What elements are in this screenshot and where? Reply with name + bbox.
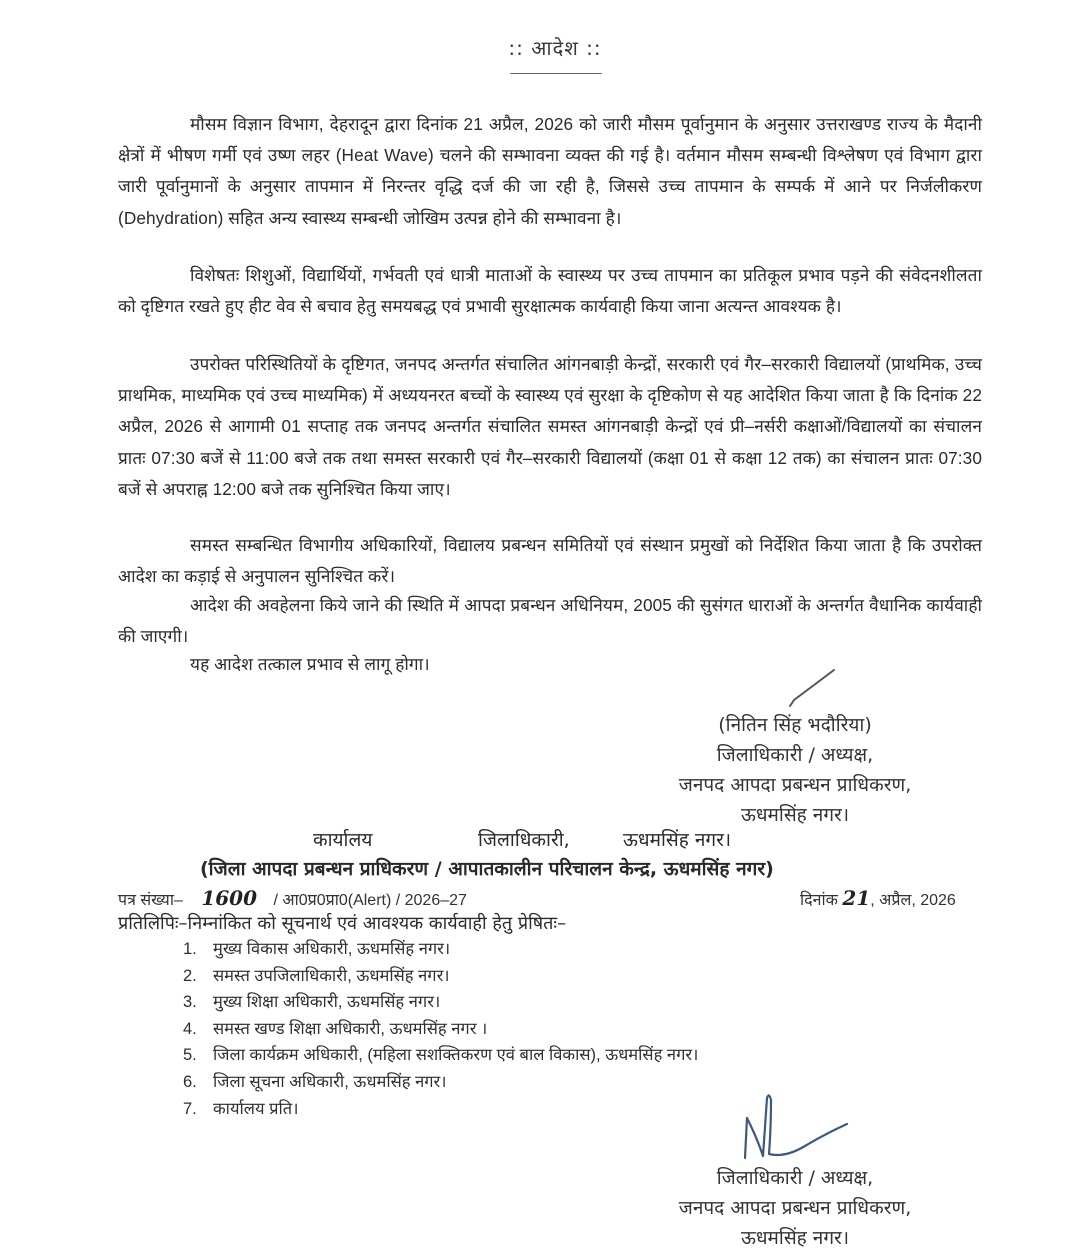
letter-date-day-handwritten: 21 (842, 886, 871, 910)
signatory-authority: जनपद आपदा प्रबन्धन प्राधिकरण, (678, 774, 912, 796)
paragraph-vulnerable-groups: विशेषतः शिशुओं, विद्यार्थियों, गर्भवती एवं धात्री माताओं के स्वास्थ्य पर उच्च तापमान का प्रतिकूल प्रभाव पड़ने की संवेदनशीलता को दृष्टिगत रखते हुए हीट वेव से बचाव हेतु समयबद्ध एवं प्रभावी सुरक्षात्मक कार्यवाही किया जाना अत्यन्त आवश्यक है। (118, 265, 982, 317)
signatory-authority: जनपद आपदा प्रबन्धन प्राधिकरण, (678, 1197, 912, 1219)
list-item-number: 6. (183, 1072, 197, 1091)
office-place: ऊधमसिंह नगर। (623, 829, 732, 851)
letter-number (118, 886, 467, 910)
title-underline (510, 73, 602, 74)
document-title: :: आदेश :: (508, 36, 602, 60)
list-item-number: 5. (183, 1046, 197, 1065)
signature-mark-1 (780, 664, 840, 714)
letter-number-handwritten: 1600 (201, 886, 257, 910)
letter-number-label: पत्र संख्या– (118, 892, 183, 909)
paragraph-compliance-direction: समस्त सम्बन्धित विभागीय अधिकारियों, विद्यालय प्रबन्धन समितियों एवं संस्थान प्रमुखों को निर्देशित किया जाता है कि उपरोक्त आदेश का कड़ाई से अनुपालन सुनिश्चित करें। (118, 535, 982, 587)
list-item-number: 4. (183, 1019, 197, 1038)
signatory-designation: जिलाधिकारी / अध्यक्ष, (716, 744, 874, 766)
list-item-number: 2. (183, 966, 197, 985)
list-item-text: मुख्य विकास अधिकारी, ऊधमसिंह नगर। (213, 940, 451, 958)
list-item-text: जिला सूचना अधिकारी, ऊधमसिंह नगर। (213, 1072, 447, 1091)
list-item (183, 1016, 698, 1043)
list-item-text: समस्त खण्ड शिक्षा अधिकारी, ऊधमसिंह नगर । (213, 1019, 488, 1038)
letter-date-label: दिनांक (800, 892, 838, 909)
list-item (183, 1069, 698, 1096)
list-item-text: जिला कार्यक्रम अधिकारी, (महिला सशक्तिकरण एवं बाल विकास), ऊधमसिंह नगर। (213, 1046, 699, 1065)
office-label: कार्यालय (313, 829, 373, 851)
signature-mark-2 (735, 1088, 855, 1163)
paragraph-legal-action: आदेश की अवहेलना किये जाने की स्थिति में आपदा प्रबन्धन अधिनियम, 2005 की सुसंगत धाराओं के अन्तर्गत वैधानिक कार्यवाही की जाएगी। (118, 595, 982, 647)
list-item-text: समस्त उपजिलाधिकारी, ऊधमसिंह नगर। (213, 966, 450, 985)
copy-to-heading: प्रतिलिपिः–निम्नांकित को सूचनार्थ एवं आवश्यक कार्यवाही हेतु प्रेषितः– (118, 913, 567, 934)
letter-number-suffix: / आ0प्र0प्रा0(Alert) / 2026–27 (273, 892, 467, 909)
office-subheading: (जिला आपदा प्रबन्धन प्राधिकरण / आपातकालीन परिचालन केन्द्र, ऊधमसिंह नगर) (200, 858, 774, 880)
list-item-text: मुख्य शिक्षा अधिकारी, ऊधमसिंह नगर। (213, 993, 441, 1012)
paragraph-weather-forecast: मौसम विज्ञान विभाग, देहरादून द्वारा दिनांक 21 अप्रैल, 2026 को जारी मौसम पूर्वानुमान के अनुसार उत्तराखण्ड राज्य के मैदानी क्षेत्रों में भीषण गर्मी एवं उष्ण लहर (Heat Wave) चलने की सम्भावना व्यक्त की गई है। वर्तमान मौसम सम्बन्धी विश्लेषण एवं विभाग द्वारा जारी पूर्वानुमानों के अनुसार तापमान में निरन्तर वृद्धि दर्ज की जा रही है, जिससे उच्च तापमान के सम्पर्क में आने पर निर्जलीकरण (Dehydration) सहित अन्य स्वास्थ्य सम्बन्धी जोखिम उत्पन्न होने की सम्भावना है। (118, 114, 982, 228)
list-item (183, 1042, 698, 1069)
signatory-name: (नितिन सिंह भदौरिया) (718, 714, 872, 736)
copy-to-list (183, 936, 698, 1122)
letter-date (800, 886, 956, 910)
office-designation: जिलाधिकारी, (478, 829, 570, 851)
signatory-block-2 (600, 1163, 990, 1253)
signatory-place: ऊधमसिंह नगर। (740, 804, 850, 826)
list-item-text: कार्यालय प्रति। (213, 1099, 299, 1118)
paragraph-effective-immediately: यह आदेश तत्काल प्रभाव से लागू होगा। (190, 654, 430, 674)
list-item (183, 936, 698, 963)
letter-date-rest: , अप्रैल, 2026 (870, 892, 956, 909)
list-item-number: 3. (183, 993, 197, 1012)
list-item (183, 963, 698, 990)
list-item (183, 989, 698, 1016)
paragraph-school-timings-order: उपरोक्त परिस्थितियों के दृष्टिगत, जनपद अन्तर्गत संचालित आंगनबाड़ी केन्द्रों, सरकारी एवं गैर–सरकारी विद्यालयों (प्राथमिक, उच्च प्राथमिक, माध्यमिक एवं उच्च माध्यमिक) में अध्ययनरत बच्चों के स्वास्थ्य एवं सुरक्षा के दृष्टिकोण से यह आदेशित किया जाता है कि दिनांक 22 अप्रैल, 2026 से आगामी 01 सप्ताह तक जनपद अन्तर्गत संचालित समस्त आंगनबाड़ी केन्द्रों एवं प्री–नर्सरी कक्षाओं/विद्यालयों का संचालन प्रातः 07:30 बजें से 11:00 बजे तक तथा समस्त सरकारी एवं गैर–सरकारी विद्यालयों (कक्षा 01 से कक्षा 12 तक) का संचालन प्रातः 07:30 बजें से अपराह्न 12:00 बजे तक सुनिश्चित किया जाए। (118, 354, 982, 499)
list-item (183, 1096, 698, 1123)
signatory-place: ऊधमसिंह नगर। (740, 1227, 850, 1249)
list-item-number: 7. (183, 1099, 197, 1118)
list-item-number: 1. (183, 940, 197, 958)
signatory-designation: जिलाधिकारी / अध्यक्ष, (716, 1167, 874, 1189)
signatory-block-1 (600, 710, 990, 830)
